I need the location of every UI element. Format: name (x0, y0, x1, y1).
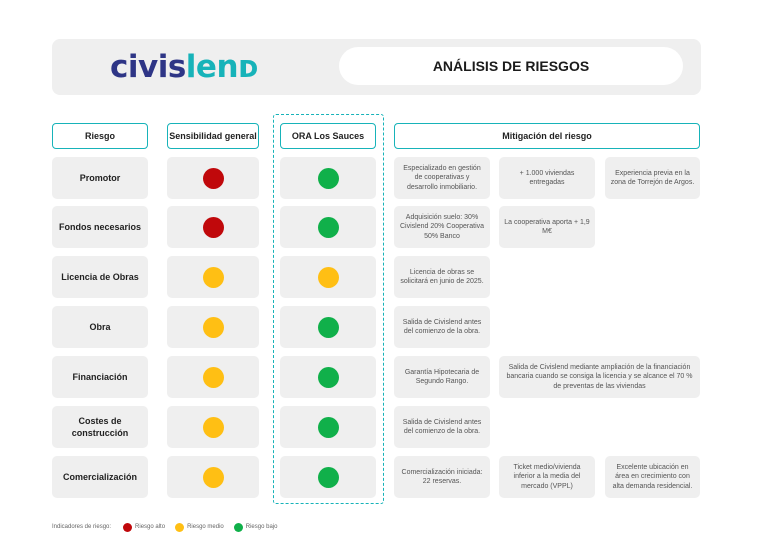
sensibilidad-cell (167, 406, 259, 448)
mitigation-note: La cooperativa aporta + 1,9 M€ (499, 206, 595, 248)
mitigation-note: + 1.000 viviendas entregadas (499, 157, 595, 199)
sensibilidad-cell (167, 206, 259, 248)
column-header-mitigacion: Mitigación del riesgo (394, 123, 700, 149)
mitigation-note: Salida de Civislend antes del comienzo de la obra. (394, 306, 490, 348)
project-risk-cell (280, 256, 376, 298)
risk-dot-medium (318, 267, 339, 288)
risk-label-cell: Fondos necesarios (52, 206, 148, 248)
risk-label-cell: Promotor (52, 157, 148, 199)
risk-label-cell: Obra (52, 306, 148, 348)
sensibilidad-cell (167, 356, 259, 398)
sensibilidad-cell (167, 456, 259, 498)
risk-legend (52, 521, 287, 533)
risk-dot-low (318, 367, 339, 388)
sensibilidad-cell (167, 157, 259, 199)
risk-dot-low (318, 467, 339, 488)
project-risk-cell (280, 456, 376, 498)
mitigation-note: Adquisición suelo: 30% Civislend 20% Cooperativa 50% Banco (394, 206, 490, 248)
mitigation-note: Salida de Civislend mediante ampliación de la financiación bancaria cuando se consiga la licencia y se alcance el 70 % de preventas de las viviendas (499, 356, 700, 398)
project-risk-cell (280, 306, 376, 348)
legend-item-low: Riesgo bajo (234, 523, 278, 532)
column-header-project: ORA Los Sauces (280, 123, 376, 149)
project-risk-cell (280, 157, 376, 199)
risk-dot-medium (203, 367, 224, 388)
mitigation-note: Experiencia previa en la zona de Torrejón de Argos. (605, 157, 700, 199)
legend-item-high: Riesgo alto (123, 523, 165, 532)
risk-label-cell: Comercialización (52, 456, 148, 498)
risk-dot-low (318, 168, 339, 189)
risk-dot-medium (203, 467, 224, 488)
risk-label-cell: Licencia de Obras (52, 256, 148, 298)
column-header-riesgo: Riesgo (52, 123, 148, 149)
mitigation-note: Salida de Civislend antes del comienzo de la obra. (394, 406, 490, 448)
risk-label-cell: Financiación (52, 356, 148, 398)
sensibilidad-cell (167, 306, 259, 348)
risk-dot-low (318, 417, 339, 438)
legend-dot-medium (175, 523, 184, 532)
risk-dot-low (318, 217, 339, 238)
risk-dot-medium (203, 417, 224, 438)
mitigation-note: Garantía Hipotecaria de Segundo Rango. (394, 356, 490, 398)
page-title: ANÁLISIS DE RIESGOS (339, 47, 683, 85)
legend-dot-high (123, 523, 132, 532)
legend-dot-low (234, 523, 243, 532)
legend-title: Indicadores de riesgo: (52, 524, 112, 530)
risk-dot-medium (203, 267, 224, 288)
risk-dot-high (203, 168, 224, 189)
column-header-sensibilidad: Sensibilidad general (167, 123, 259, 149)
risk-dot-low (318, 317, 339, 338)
civislend-logo: civislenᴅ (110, 49, 259, 85)
project-risk-cell (280, 406, 376, 448)
risk-dot-medium (203, 317, 224, 338)
legend-item-medium: Riesgo medio (175, 523, 224, 532)
mitigation-note: Excelente ubicación en área en crecimiento con alta demanda residencial. (605, 456, 700, 498)
sensibilidad-cell (167, 256, 259, 298)
mitigation-note: Especializado en gestión de cooperativas y desarrollo inmobiliario. (394, 157, 490, 199)
mitigation-note: Licencia de obras se solicitará en junio de 2025. (394, 256, 490, 298)
project-risk-cell (280, 206, 376, 248)
mitigation-note: Comercialización iniciada: 22 reservas. (394, 456, 490, 498)
risk-label-cell: Costes de construcción (52, 406, 148, 448)
header-bar (52, 39, 701, 95)
project-risk-cell (280, 356, 376, 398)
mitigation-note: Ticket medio/vivienda inferior a la media del mercado (VPPL) (499, 456, 595, 498)
risk-dot-high (203, 217, 224, 238)
